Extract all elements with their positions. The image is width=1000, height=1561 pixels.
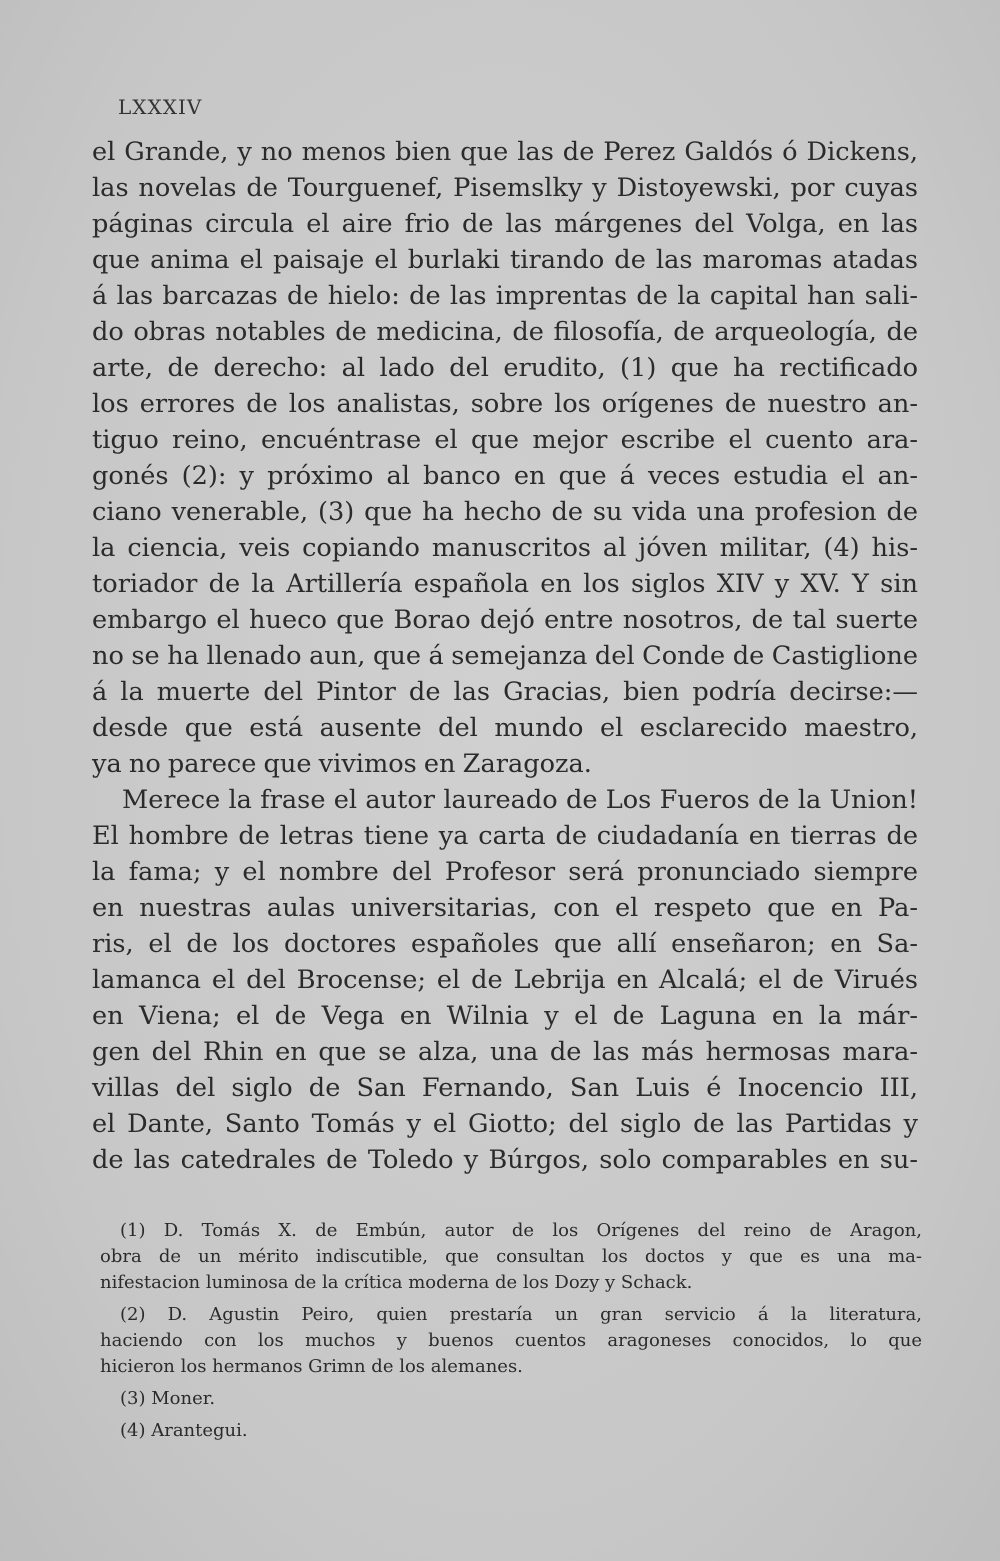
- text-line: á las barcazas de hielo: de las imprentas de la capital han sali-: [92, 281, 918, 311]
- footnote-line: (2) D. Agustin Peiro, quien prestaría un gran servicio á la literatura,: [120, 1304, 922, 1325]
- text-line: do obras notables de medicina, de filosofía, de arqueología, de: [92, 317, 918, 347]
- footnote-line: obra de un mérito indiscutible, que consultan los doctos y que es una ma-: [100, 1246, 922, 1267]
- text-line: arte, de derecho: al lado del erudito, (1) que ha rectificado: [92, 353, 918, 383]
- footnote-4: [100, 1418, 922, 1444]
- text-line: gonés (2): y próximo al banco en que á veces estudia el an-: [92, 461, 918, 491]
- text-line: desde que está ausente del mundo el esclarecido maestro,: [92, 713, 918, 743]
- footnote-line: (4) Arantegui.: [120, 1420, 248, 1441]
- text-line: lamanca el del Brocense; el de Lebrija en Alcalá; el de Virués: [92, 965, 918, 995]
- text-line: de las catedrales de Toledo y Búrgos, solo comparables en su-: [92, 1145, 918, 1175]
- text-line: ris, el de los doctores españoles que allí enseñaron; en Sa-: [92, 929, 918, 959]
- main-text: [92, 134, 918, 1178]
- footnote-line: (1) D. Tomás X. de Embún, autor de los Orígenes del reino de Aragon,: [120, 1220, 922, 1241]
- text-line: páginas circula el aire frio de las márgenes del Volga, en las: [92, 209, 918, 239]
- text-line: Merece la frase el autor laureado de Los Fueros de la Union!: [122, 785, 918, 815]
- text-line: la ciencia, veis copiando manuscritos al jóven militar, (4) his-: [92, 533, 918, 563]
- text-line: las novelas de Tourguenef, Pisemslky y Distoyewski, por cuyas: [92, 173, 918, 203]
- text-line: en Viena; el de Vega en Wilnia y el de Laguna en la már-: [92, 1001, 918, 1031]
- text-line: toriador de la Artillería española en los siglos XIV y XV. Y sin: [92, 569, 918, 599]
- footnote-line: hicieron los hermanos Grimn de los alemanes.: [100, 1356, 523, 1377]
- text-line: los errores de los analistas, sobre los orígenes de nuestro an-: [92, 389, 918, 419]
- footnote-2: [100, 1302, 922, 1380]
- text-line: en nuestras aulas universitarias, con el respeto que en Pa-: [92, 893, 918, 923]
- text-line: villas del siglo de San Fernando, San Luis é Inocencio III,: [92, 1073, 918, 1103]
- footnotes: [100, 1218, 922, 1450]
- text-line: embargo el hueco que Borao dejó entre nosotros, de tal suerte: [92, 605, 918, 635]
- text-line: ciano venerable, (3) que ha hecho de su vida una profesion de: [92, 497, 918, 527]
- footnote-line: nifestacion luminosa de la crítica moderna de los Dozy y Schack.: [100, 1272, 693, 1293]
- text-line: el Dante, Santo Tomás y el Giotto; del siglo de las Partidas y: [92, 1109, 918, 1139]
- text-line: el Grande, y no menos bien que las de Perez Galdós ó Dickens,: [92, 137, 918, 167]
- text-line: El hombre de letras tiene ya carta de ciudadanía en tierras de: [92, 821, 918, 851]
- footnote-line: haciendo con los muchos y buenos cuentos aragoneses conocidos, lo que: [100, 1330, 922, 1351]
- text-line: gen del Rhin en que se alza, una de las más hermosas mara-: [92, 1037, 918, 1067]
- footnote-1: [100, 1218, 922, 1296]
- page-number: LXXXIV: [118, 95, 203, 119]
- text-line: no se ha llenado aun, que á semejanza del Conde de Castiglione: [92, 641, 918, 671]
- text-line: que anima el paisaje el burlaki tirando de las maromas atadas: [92, 245, 918, 275]
- text-line: á la muerte del Pintor de las Gracias, bien podría decirse:—: [92, 677, 918, 707]
- text-line: la fama; y el nombre del Profesor será pronunciado siempre: [92, 857, 918, 887]
- footnote-3: [100, 1386, 922, 1412]
- text-line: ya no parece que vivimos en Zaragoza.: [92, 749, 592, 779]
- footnote-line: (3) Moner.: [120, 1388, 216, 1409]
- text-line: tiguo reino, encuéntrase el que mejor escribe el cuento ara-: [92, 425, 918, 455]
